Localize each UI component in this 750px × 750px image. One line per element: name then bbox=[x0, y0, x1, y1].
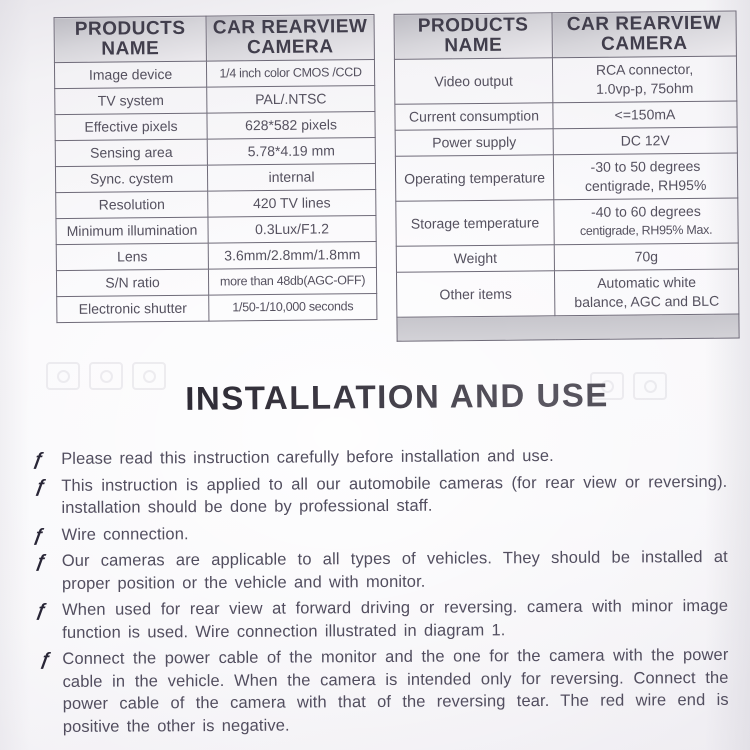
spec-label-cell: Sensing area bbox=[55, 139, 207, 166]
instruction-text: Our cameras are applicable to all types of vehicles. They should be installed at proper position or the vehicle and with monitor. bbox=[61, 547, 728, 593]
spec-label-cell: Image device bbox=[54, 61, 206, 88]
page-title: INSTALLATION AND USE bbox=[62, 375, 732, 419]
spec-label-cell: Effective pixels bbox=[55, 113, 207, 140]
instruction-item bbox=[34, 546, 728, 595]
instruction-item bbox=[34, 644, 729, 738]
spec-table-right-container bbox=[394, 11, 739, 342]
spec-label-cell: Current consumption bbox=[395, 103, 553, 131]
spec-header-row bbox=[54, 15, 374, 63]
spec-row bbox=[56, 241, 376, 270]
spec-value-cell: 420 TV lines bbox=[208, 189, 376, 217]
spec-row bbox=[57, 293, 377, 322]
products-name-header-cell: PRODUCTS NAME bbox=[394, 13, 552, 60]
spec-label-cell: Lens bbox=[56, 243, 208, 270]
spec-value-cell: <=150mA bbox=[553, 101, 737, 129]
instruction-item bbox=[31, 519, 728, 546]
camera-header-cell: CAR REARVIEW CAMERA bbox=[206, 15, 374, 62]
instruction-text: Please read this instruction carefully before installation and use. bbox=[61, 446, 554, 468]
spec-value-cell: 70g bbox=[554, 243, 738, 271]
bullet-icon: ƒ bbox=[31, 524, 46, 545]
spec-row bbox=[395, 101, 737, 130]
spec-value-cell: -40 to 60 degrees centigrade, RH95% Max. bbox=[554, 198, 738, 245]
instruction-text: When used for rear view at forward driving or reversing. camera with minor image function is used. Wire connection illustrated in diagram 1. bbox=[62, 596, 729, 642]
spec-row bbox=[55, 163, 375, 192]
spec-row bbox=[55, 137, 375, 166]
spec-label-cell: Storage temperature bbox=[396, 200, 554, 247]
spec-value-cell: Automatic white balance, AGC and BLC bbox=[554, 269, 738, 316]
products-name-header-cell: PRODUCTS NAME bbox=[54, 16, 206, 62]
spec-row bbox=[56, 215, 376, 244]
instruction-list bbox=[33, 444, 729, 742]
spec-row bbox=[396, 243, 738, 272]
spec-row bbox=[396, 269, 738, 317]
spec-value-cell: more than 48db(AGC-OFF) bbox=[208, 267, 376, 295]
bullet-icon: ƒ bbox=[34, 551, 48, 572]
spec-table-left-container bbox=[54, 14, 377, 323]
spec-value-cell: 628*582 pixels bbox=[207, 111, 375, 139]
camera-header-cell: CAR REARVIEW CAMERA bbox=[552, 11, 736, 58]
spec-label-cell: Minimum illumination bbox=[56, 217, 208, 244]
empty-shaded-row bbox=[397, 314, 739, 341]
spec-table-right bbox=[394, 11, 740, 342]
spec-value-cell: RCA connector, 1.0vp-p, 75ohm bbox=[552, 56, 736, 103]
spec-row bbox=[56, 189, 376, 218]
spec-label-cell: S/N ratio bbox=[56, 269, 208, 296]
spec-label-cell: Other items bbox=[396, 271, 554, 318]
spec-label-cell: Electronic shutter bbox=[57, 295, 209, 322]
instruction-item bbox=[34, 595, 728, 644]
spec-row bbox=[396, 198, 738, 246]
bullet-icon: ƒ bbox=[31, 449, 45, 470]
bullet-icon: ƒ bbox=[33, 475, 48, 496]
spec-label-cell: Video output bbox=[394, 58, 552, 105]
spec-value-cell: internal bbox=[207, 163, 375, 191]
instruction-item bbox=[33, 470, 727, 519]
spec-row bbox=[54, 60, 374, 89]
instruction-text: Connect the power cable of the monitor and the one for the camera with the power cable in the vehicle. When the camera is intended only for reversing. Connect the power cable of the camera with that of the reversing tear. The red wire end is positive the other is negative. bbox=[62, 645, 729, 736]
instruction-text: This instruction is applied to all our automobile cameras (for rear view or reversing). installation should be done by professional staff. bbox=[61, 472, 728, 517]
spec-value-cell: 5.78*4.19 mm bbox=[207, 137, 375, 165]
spec-tables-section bbox=[0, 0, 748, 317]
bullet-icon: ƒ bbox=[38, 649, 53, 670]
spec-row bbox=[55, 111, 375, 140]
spec-label-cell: Sync. cystem bbox=[55, 165, 207, 192]
spec-label-cell: TV system bbox=[55, 87, 207, 114]
spec-row bbox=[395, 127, 737, 156]
spec-label-cell: Weight bbox=[396, 245, 554, 273]
spec-value-cell: -30 to 50 degrees centigrade, RH95% bbox=[553, 153, 737, 200]
spec-header-row bbox=[394, 11, 736, 59]
spec-row bbox=[395, 153, 737, 201]
spec-row bbox=[55, 85, 375, 114]
spec-row bbox=[397, 314, 739, 341]
spec-value-cell: DC 12V bbox=[553, 127, 737, 155]
spec-value-cell: 3.6mm/2.8mm/1.8mm bbox=[208, 241, 376, 269]
bullet-icon: ƒ bbox=[34, 600, 48, 621]
spec-value-cell: 0.3Lux/F1.2 bbox=[208, 215, 376, 243]
spec-value-cell: 1/50-1/10,000 seconds bbox=[209, 293, 377, 321]
spec-value-cell: PAL/.NTSC bbox=[207, 85, 375, 113]
spec-label-cell: Resolution bbox=[56, 191, 208, 218]
spec-label-cell: Power supply bbox=[395, 129, 553, 157]
spec-row bbox=[394, 56, 736, 104]
spec-row bbox=[56, 267, 376, 296]
spec-table-left bbox=[54, 14, 378, 323]
instruction-text: Wire connection. bbox=[61, 524, 189, 544]
spec-label-cell: Operating temperature bbox=[395, 155, 553, 202]
instruction-item bbox=[33, 444, 727, 471]
spec-value-cell: 1/4 inch color CMOS /CCD bbox=[206, 60, 374, 88]
